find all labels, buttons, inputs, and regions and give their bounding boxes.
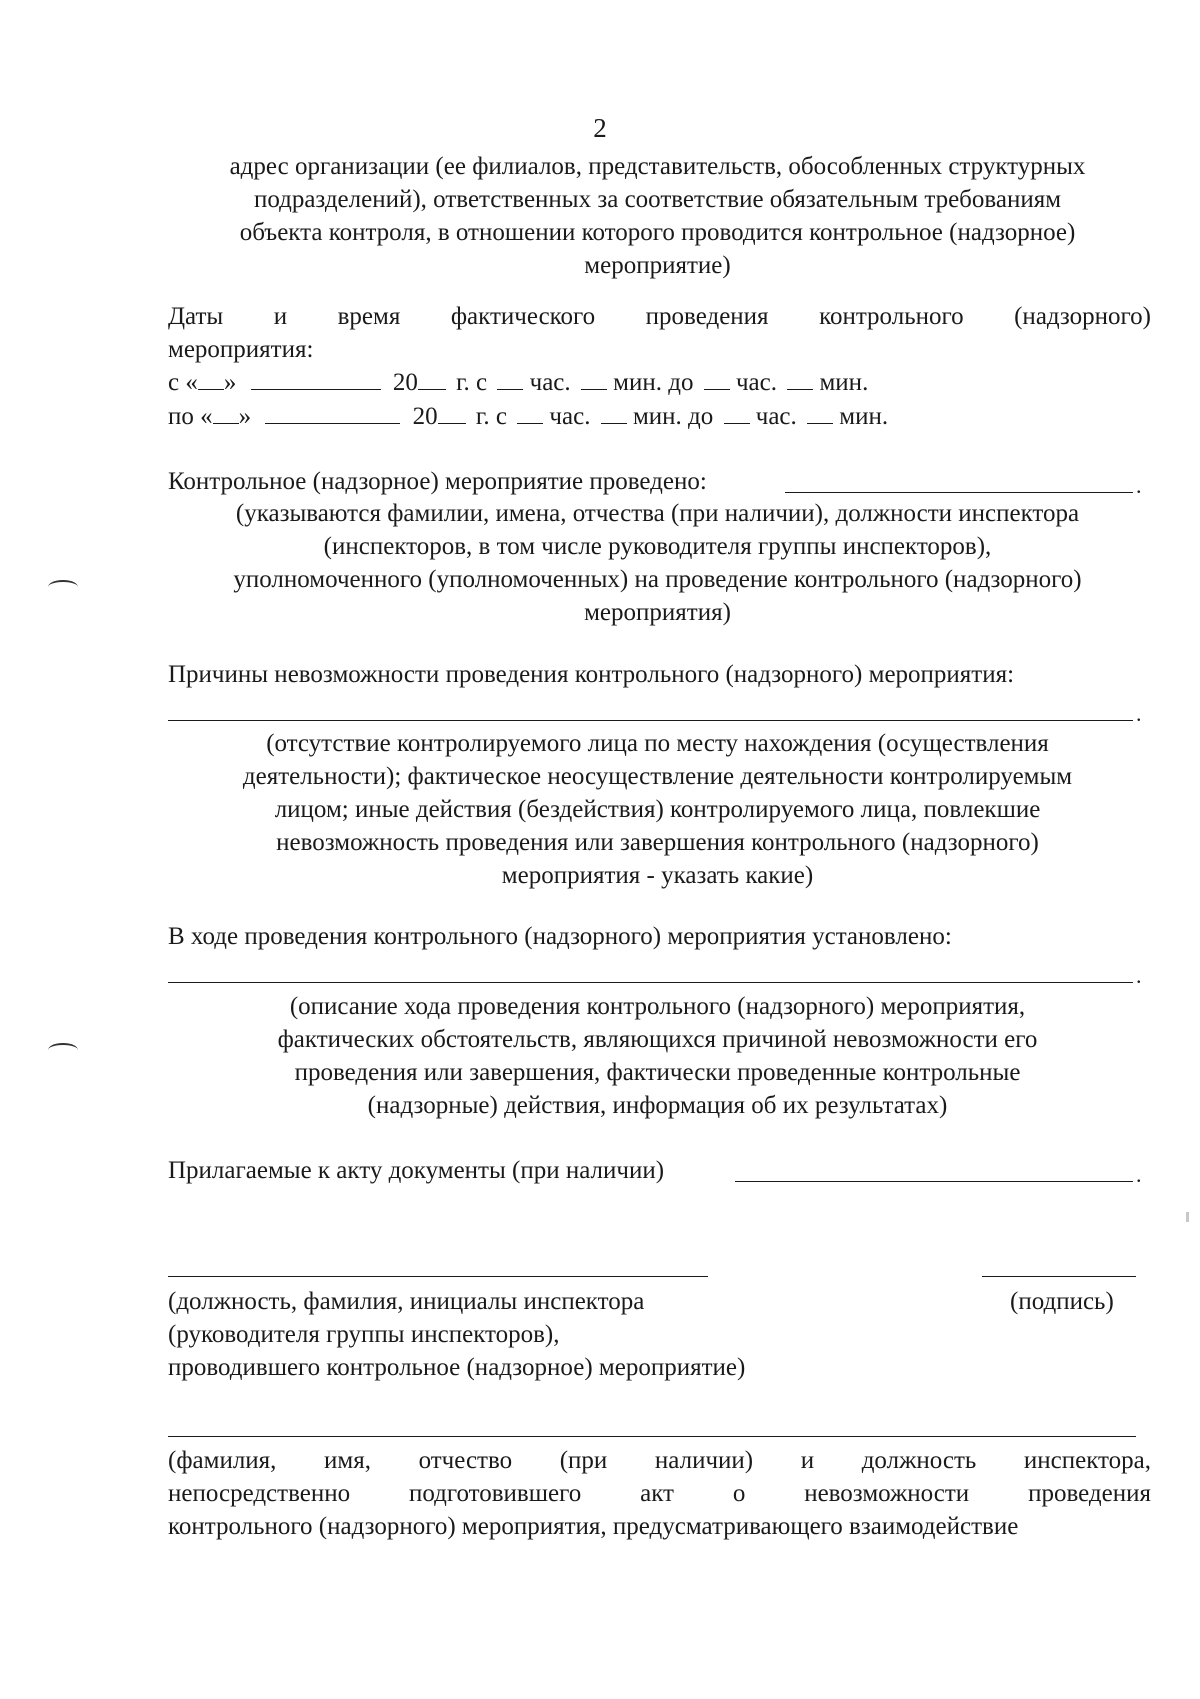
established-blank[interactable] <box>168 982 1133 983</box>
year-g-s: г. с <box>456 369 488 396</box>
caption-line: объекта контроля, в отношении которого проводится контрольное (надзорное) <box>239 219 1076 246</box>
inspector-name-line[interactable] <box>168 1276 708 1277</box>
preparer-word: должность <box>861 1447 977 1474</box>
minute-blank[interactable] <box>581 371 607 390</box>
caption-line: (надзорные) действия, информация об их результатах) <box>367 1092 948 1119</box>
preparer-word: наличии) <box>654 1447 754 1474</box>
conducted-blank[interactable] <box>785 492 1133 493</box>
preparer-word: инспектора, <box>1023 1447 1151 1474</box>
hour-label: час. <box>755 403 797 430</box>
year-blank[interactable] <box>418 371 446 390</box>
caption-line: (отсутствие контролируемого лица по месту нахождения (осуществления <box>266 730 1049 757</box>
caption-line: фактических обстоятельств, являющихся причиной невозможности его <box>277 1026 1038 1053</box>
date-from-prefix: с « <box>168 369 198 396</box>
preparer-word: проведения <box>1028 1480 1151 1507</box>
minute-label: мин. <box>819 369 869 396</box>
period: . <box>1136 1162 1142 1187</box>
hour-label: час. <box>529 369 571 396</box>
signature-caption-line: проводившего контрольное (надзорное) мероприятие) <box>168 1354 746 1381</box>
preparer-word: непосредственно <box>168 1480 351 1507</box>
preparer-word: (при <box>559 1447 608 1474</box>
preparer-word: имя, <box>324 1447 371 1474</box>
year-blank[interactable] <box>438 405 466 424</box>
conducted-caption <box>160 497 1155 629</box>
signature-line[interactable] <box>982 1276 1136 1277</box>
date-to-prefix: по « <box>168 403 213 430</box>
hour-blank[interactable] <box>704 371 730 390</box>
heading-word: и <box>273 303 288 330</box>
conducted-label: Контрольное (надзорное) мероприятие проведено: <box>168 468 707 495</box>
heading-word: (надзорного) <box>1014 303 1151 330</box>
caption-line: (описание хода проведения контрольного (надзорного) мероприятия, <box>289 993 1026 1020</box>
day-blank[interactable] <box>198 371 224 390</box>
preparer-line1 <box>168 1444 1151 1477</box>
period: . <box>1136 963 1142 988</box>
caption-line: деятельности); фактическое неосуществление деятельности контролируемым <box>242 763 1073 790</box>
minute-label: мин. до <box>613 369 694 396</box>
established-label: В ходе проведения контрольного (надзорного) мероприятия установлено: <box>168 923 952 950</box>
heading-word: время <box>337 303 401 330</box>
preparer-word: подготовившего <box>408 1480 582 1507</box>
month-blank[interactable] <box>251 371 381 390</box>
signature-caption-line: (руководителя группы инспекторов), <box>168 1321 560 1348</box>
page-number: 2 <box>593 113 607 143</box>
preparer-word: отчество <box>418 1447 513 1474</box>
caption-line: невозможность проведения или завершения контрольного (надзорного) <box>276 829 1039 856</box>
caption-line: (указываются фамилии, имена, отчества (при наличии), должности инспектора <box>235 500 1080 527</box>
year-prefix: 20 <box>392 369 418 396</box>
heading-word: контрольного <box>819 303 964 330</box>
preparer-line2 <box>168 1477 1151 1510</box>
year-g-s: г. с <box>475 403 507 430</box>
year-prefix: 20 <box>412 403 438 430</box>
attachments-blank[interactable] <box>735 1181 1133 1182</box>
period: . <box>1136 701 1142 726</box>
reasons-blank[interactable] <box>168 720 1133 721</box>
minute-label: мин. <box>839 403 889 430</box>
period: . <box>1136 473 1142 498</box>
caption-line: уполномоченного (уполномоченных) на проведение контрольного (надзорного) <box>233 566 1082 593</box>
signature-label: (подпись) <box>1010 1288 1114 1315</box>
established-caption <box>160 990 1155 1122</box>
caption-line: подразделений), ответственных за соответствие обязательным требованиям <box>253 186 1062 213</box>
dates-heading <box>168 300 1151 333</box>
heading-word: проведения <box>645 303 769 330</box>
preparer-line3: контрольного (надзорного) мероприятия, предусматривающего взаимодействие <box>168 1513 1019 1540</box>
punch-hole-mark <box>48 1043 78 1057</box>
preparer-word: о <box>732 1480 746 1507</box>
date-from-line <box>168 366 868 399</box>
preparer-word: невозможности <box>804 1480 970 1507</box>
minute-blank[interactable] <box>601 405 627 424</box>
hour-label: час. <box>735 369 777 396</box>
preparer-word: и <box>800 1447 815 1474</box>
attachments-label: Прилагаемые к акту документы (при наличии) <box>168 1157 665 1184</box>
scan-speck <box>1186 1212 1189 1222</box>
preparer-word: (фамилия, <box>168 1447 277 1474</box>
punch-hole-mark <box>48 580 78 594</box>
minute-blank[interactable] <box>807 405 833 424</box>
signature-caption-line: (должность, фамилия, инициалы инспектора <box>168 1288 645 1315</box>
minute-label: мин. до <box>632 403 714 430</box>
hour-blank[interactable] <box>497 371 523 390</box>
caption-line: мероприятия - указать какие) <box>501 862 814 889</box>
caption-line: мероприятие) <box>584 252 731 279</box>
reasons-label: Причины невозможности проведения контрольного (надзорного) мероприятия: <box>168 661 1015 688</box>
caption-line: (инспекторов, в том числе руководителя группы инспекторов), <box>323 533 992 560</box>
caption-line: лицом; иные действия (бездействия) контролируемого лица, повлекшие <box>274 796 1041 823</box>
dates-heading-line2: мероприятия: <box>168 336 314 363</box>
caption-line: мероприятия) <box>584 599 731 626</box>
heading-word: фактического <box>450 303 596 330</box>
caption-line: проведения или завершения, фактически проведенные контрольные <box>294 1059 1021 1086</box>
minute-blank[interactable] <box>787 371 813 390</box>
close-quote: » <box>238 403 252 430</box>
reasons-caption <box>160 727 1155 892</box>
hour-label: час. <box>549 403 591 430</box>
caption-line: адрес организации (ее филиалов, представительств, обособленных структурных <box>229 153 1086 180</box>
close-quote: » <box>223 369 237 396</box>
org-address-caption <box>160 150 1155 282</box>
date-to-line <box>168 400 888 433</box>
hour-blank[interactable] <box>724 405 750 424</box>
day-blank[interactable] <box>213 405 239 424</box>
heading-word: Даты <box>168 303 224 330</box>
month-blank[interactable] <box>265 405 400 424</box>
hour-blank[interactable] <box>517 405 543 424</box>
preparer-word: акт <box>640 1480 674 1507</box>
preparer-line[interactable] <box>168 1436 1136 1437</box>
